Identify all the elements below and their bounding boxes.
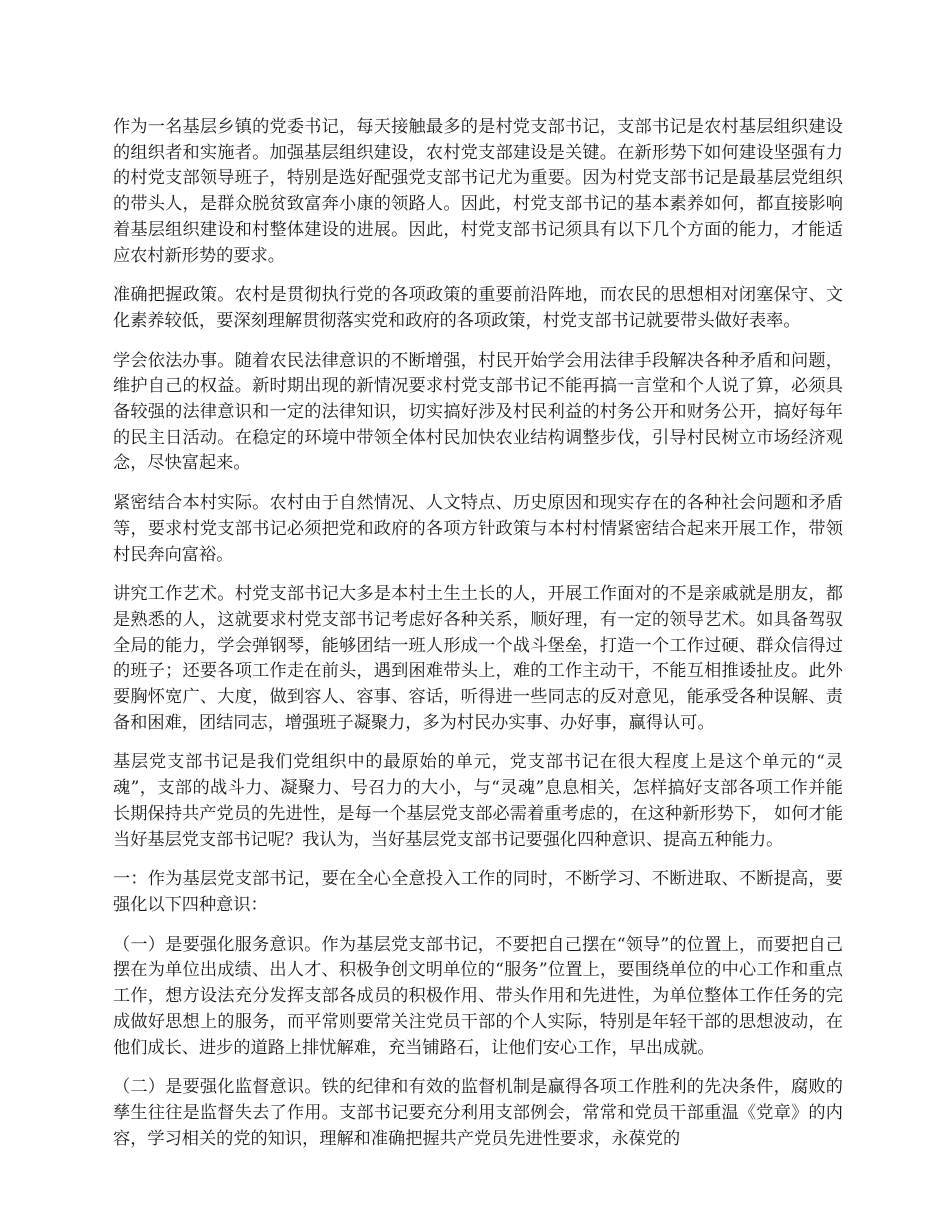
paragraph-four-awareness: 一：作为基层党支部书记，要在全心全意投入工作的同时，不断学习、不断进取、不断提高，要强化以下四种意识： — [113, 869, 843, 915]
paragraph-supervision-awareness: （二）是要强化监督意识。铁的纪律和有效的监督机制是赢得各项工作胜利的先决条件，腐败的孳生往往是监督失去了作用。支部书记要充分利用支部例会，常常和党员干部重温《党章》的内容，学习相关的党的知识，理解和准确把握共产党员先进性要求，永葆党的 — [113, 1077, 843, 1149]
paragraph-intro: 作为一名基层乡镇的党委书记，每天接触最多的是村党支部书记，支部书记是农村基层组织建设的组织者和实施者。加强基层组织建设，农村党支部建设是关键。在新形势下如何建设坚强有力的村党支部领导班子，特别是选好配强党支部书记尤为重要。因为村党支部书记是最基层党组织的带头人，是群众脱贫致富奔小康的领路人。因此，村党支部书记的基本素养如何，都直接影响着基层组织建设和村整体建设的进展。因此，村党支部书记须具有以下几个方面的能力，才能适应农村新形势的要求。 — [113, 117, 843, 266]
paragraph-service-awareness: （一）是要强化服务意识。作为基层党支部书记，不要把自己摆在“领导”的位置上，而要把自己摆在为单位出成绩、出人才、积极争创文明单位的“服务”位置上，要围绕单位的中心工作和重点工作，想方设法充分发挥支部各成员的积极作用、带头作用和先进性，为单位整体工作任务的完成做好思想上的服务，而平常则要常关注党员干部的个人实际，特别是年轻干部的思想波动，在他们成长、进步的道路上排忧解难，充当铺路石，让他们安心工作，早出成就。 — [113, 934, 843, 1058]
paragraph-party-secretary: 基层党支部书记是我们党组织中的最原始的单元，党支部书记在很大程度上是这个单元的“灵魂”，支部的战斗力、凝聚力、号召力的大小，与“灵魂”息息相关，怎样搞好支部各项工作并能长期保持共产党员的先进性，是每一个基层党支部必需着重考虑的，在这种新形势下， 如何才能当好基层党支部书记呢？我认为，当好基层党支部书记要强化四种意识、提高五种能力。 — [113, 752, 843, 850]
paragraph-law: 学会依法办事。随着农民法律意识的不断增强，村民开始学会用法律手段解决各种矛盾和问题，维护自己的权益。新时期出现的新情况要求村党支部书记不能再搞一言堂和个人说了算，必须具备较强的法律意识和一定的法律知识，切实搞好涉及村民利益的村务公开和财务公开，搞好每年的民主日活动。在稳定的环境中带领全体村民加快农业结构调整步伐，引导村民树立市场经济观念，尽快富起来。 — [113, 350, 843, 474]
document-body — [113, 115, 843, 1166]
paragraph-policy: 准确把握政策。农村是贯彻执行党的各项政策的重要前沿阵地，而农民的思想相对闭塞保守、文化素养较低，要深刻理解贯彻落实党和政府的各项政策，村党支部书记就要带头做好表率。 — [113, 285, 843, 331]
paragraph-local-reality: 紧密结合本村实际。农村由于自然情况、人文特点、历史原因和现实存在的各种社会问题和矛盾等，要求村党支部书记必须把党和政府的各项方针政策与本村村情紧密结合起来开展工作，带领村民奔向富裕。 — [113, 493, 843, 565]
paragraph-work-art: 讲究工作艺术。村党支部书记大多是本村土生土长的人，开展工作面对的不是亲戚就是朋友，都是熟悉的人，这就要求村党支部书记考虑好各种关系，顺好理，有一定的领导艺术。如具备驾驭全局的能力，学会弹钢琴，能够团结一班人形成一个战斗堡垒，打造一个工作过硬、群众信得过的班子；还要各项工作走在前头，遇到困难带头上，难的工作主动干，不能互相推诿扯皮。此外要胸怀宽广、大度，做到容人、容事、容话，听得进一些同志的反对意见，能承受各种误解、责备和困难，团结同志，增强班子凝聚力，多为村民办实事、办好事，赢得认可。 — [113, 584, 843, 733]
